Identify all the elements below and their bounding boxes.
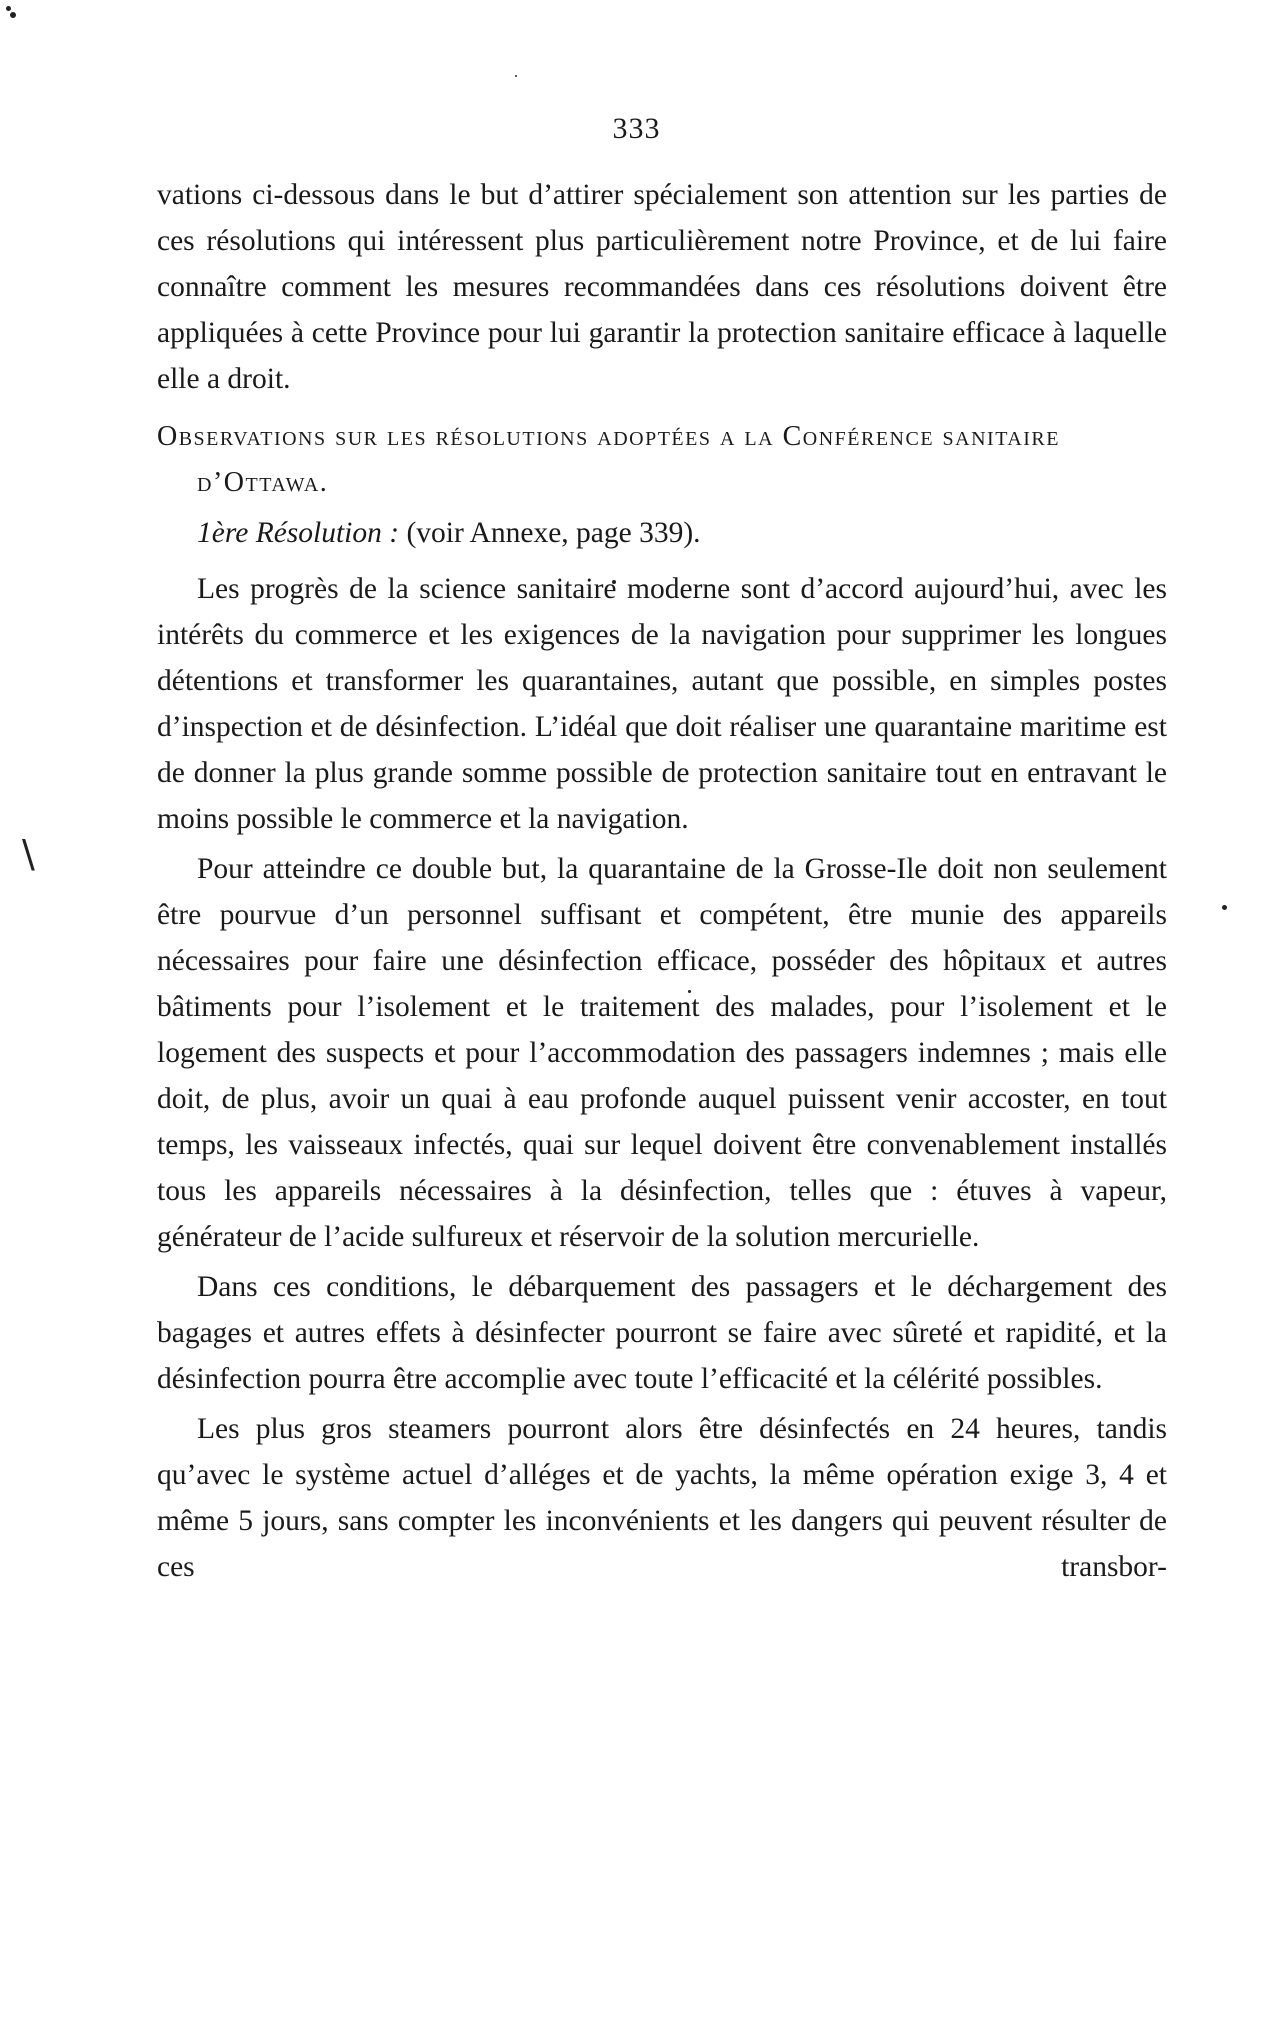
margin-mark: \ [22,832,35,876]
resolution-title: 1ère Résolution : [197,517,400,549]
scan-speck [515,75,517,77]
paragraph: Les progrès de la science sanitaire moderne sont d’accord aujourd’hui, avec les intérêts du commerce et les exigences de la navigation pour supprimer les longues détentions et transformer les quarantaines, autant que possible, en simples postes d’inspection et de désinfection. L’idéal que doit réaliser une quarantaine maritime est de donner la plus grande somme possible de protection sanitaire tout en entravant le moins possible le commerce et la navigation. [157,573,1167,835]
intro-paragraph: vations ci-dessous dans le but d’attirer spécialement son attention sur les parties de ces résolutions qui intéressent plus particulièrement notre Province, et de lui faire connaître comment les mesures recommandées dans ces résolutions doivent être appliquées à cette Province pour lui garantir la protection sanitaire efficace à laquelle elle a droit. [157,179,1167,395]
paragraph: Les plus gros steamers pourront alors être désinfectés en 24 heures, tandis qu’avec le système actuel d’alléges et de yachts, la même opération exige 3, 4 et même 5 jours, sans compter les inconvénients et les dangers qui peuvent résulter de ces transbor- [157,1413,1167,1583]
section-heading: Observations sur les résolutions adoptées a la Conférence sanitaire d’Ottawa. [157,421,1060,498]
scan-speck [6,6,11,11]
paragraph: Pour atteindre ce double but, la quarantaine de la Grosse-Ile doit non seulement être pourvue d’un personnel suffisant et compétent, être munie des appareils nécessaires pour faire une désinfection efficace, posséder des hôpitaux et autres bâtiments pour l’isolement et le traitement des malades, pour l’isolement et le logement des suspects et pour l’accommodation des passagers indemnes ; mais elle doit, de plus, avoir un quai à eau profonde auquel puissent venir accoster, en tout temps, les vaisseaux infectés, quai sur lequel doivent être convenablement installés tous les appareils nécessaires à la désinfection, telles que : étuves à vapeur, générateur de l’acide sulfureux et réservoir de la solution mercurielle. [157,853,1167,1253]
scan-speck [10,12,16,18]
resolution-line [157,510,1167,556]
paragraph: Dans ces conditions, le débarquement des passagers et le déchargement des bagages et autres effets à désinfecter pourront se faire avec sûreté et rapidité, et la désinfection pourra être accomplie avec toute l’efficacité et la célérité possibles. [157,1271,1167,1395]
scan-speck [1222,905,1227,910]
resolution-reference: (voir Annexe, page 339). [406,517,701,549]
body-text [157,172,1167,1590]
page-number: 333 [612,112,661,145]
